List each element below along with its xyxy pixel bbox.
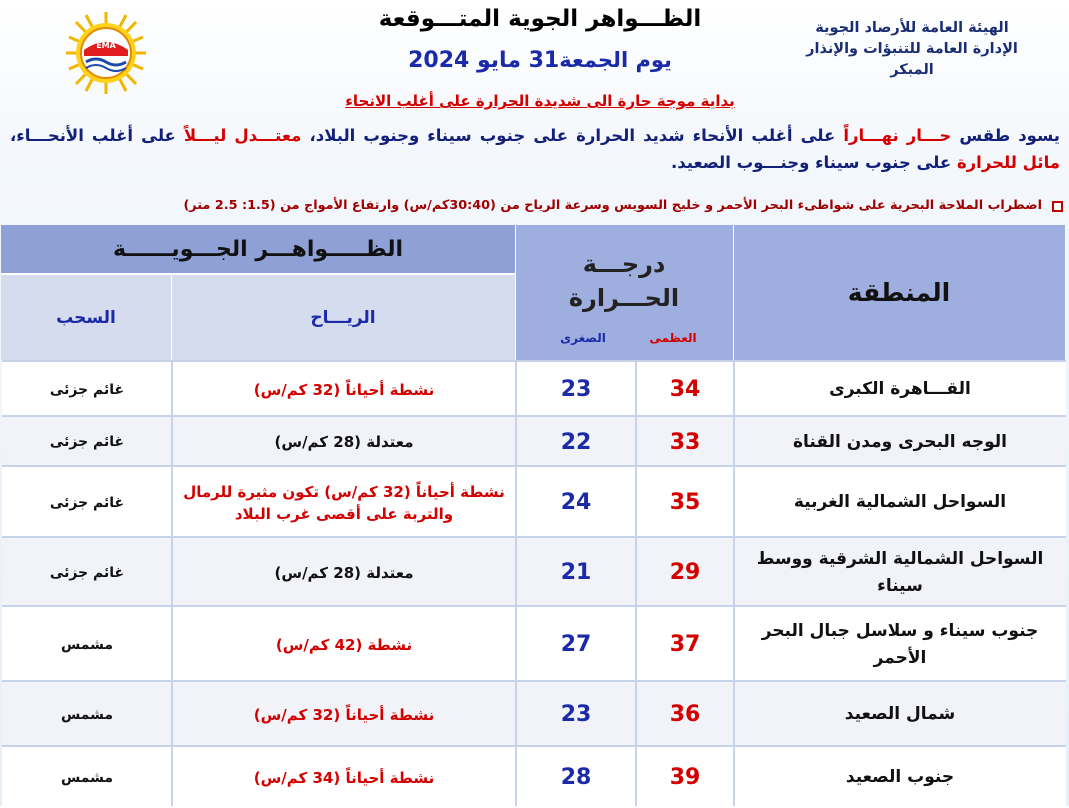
sea-warning: اضطراب الملاحة البحرية على شواطىء البحر الأحمر و خليج السويس وسرعة الرياح من (30:40كم/س) وارتفاع الأمواج من (1.5: 2.5 متر) bbox=[183, 198, 1042, 213]
org-line-1: الهيئة العامة للأرصاد الجوية bbox=[815, 20, 1009, 36]
date-day: يوم الجمعة bbox=[559, 48, 672, 72]
column-header-phenomena: الظـــــواهـــر الجـــويــــــة bbox=[1, 225, 516, 273]
summary-text: يسود طقس bbox=[951, 126, 1061, 145]
org-line-2: الإدارة العامة للتنبؤات والإنذار المبكر bbox=[806, 41, 1018, 78]
table-row bbox=[2, 360, 1066, 417]
summary-text: على أغلب الأنحاء شديد الحرارة على جنوب سيناء وجنوب البلاد، bbox=[301, 126, 844, 145]
min-temp-cell: 27 bbox=[560, 632, 592, 657]
ema-logo-icon bbox=[52, 10, 160, 96]
region-cell: الوجه البحرى ومدن القناة bbox=[793, 431, 1007, 452]
min-temp-cell: 23 bbox=[560, 377, 592, 402]
heat-wave-notice: بداية موجة حارة الى شديدة الحرارة على أغلب الانحاء bbox=[345, 92, 735, 110]
summary-highlight: مائل للحرارة bbox=[956, 153, 1060, 172]
min-temp-cell: 28 bbox=[560, 765, 592, 790]
wind-cell: نشطة أحياناً (32 كم/س) bbox=[253, 705, 435, 724]
region-cell: جنوب سيناء و سلاسل جبال البحر الأحمر bbox=[761, 620, 1039, 668]
column-header-wind: الريـــاح bbox=[171, 275, 516, 360]
max-temp-cell: 34 bbox=[669, 377, 701, 402]
summary-highlight: معتـــدل ليـــلاً bbox=[183, 126, 302, 145]
temperature-label-line2: الحـــرارة bbox=[568, 284, 680, 312]
summary-highlight: حـــار نهـــاراً bbox=[843, 126, 952, 145]
wind-cell: نشطة أحياناً (34 كم/س) bbox=[253, 768, 435, 787]
wind-cell: معتدلة (28 كم/س) bbox=[274, 433, 414, 451]
weather-summary bbox=[10, 122, 1060, 176]
min-temp-cell: 23 bbox=[560, 702, 592, 727]
table-row bbox=[2, 536, 1066, 607]
wind-cell: نشطة أحياناً (32 كم/س) bbox=[253, 380, 435, 399]
table-row bbox=[2, 415, 1066, 467]
max-temp-cell: 37 bbox=[669, 632, 701, 657]
column-header-temperature bbox=[515, 225, 734, 360]
column-header-clouds: السحب bbox=[1, 275, 172, 360]
clouds-cell: غائم جزئى bbox=[49, 381, 125, 398]
min-temp-cell: 21 bbox=[560, 560, 592, 585]
clouds-cell: غائم جزئى bbox=[49, 434, 125, 450]
date-month-year: مايو 2024 bbox=[408, 48, 521, 73]
table-row bbox=[2, 745, 1066, 808]
max-temp-cell: 36 bbox=[669, 702, 701, 727]
region-cell: القـــاهرة الكبرى bbox=[829, 379, 971, 399]
max-temp-cell: 35 bbox=[669, 490, 701, 515]
max-temp-cell: 33 bbox=[669, 429, 701, 455]
min-temp-cell: 24 bbox=[560, 490, 592, 515]
temperature-label bbox=[515, 247, 733, 315]
forecast-date bbox=[330, 48, 750, 73]
summary-text: على أغلب الأنحـــاء، bbox=[10, 126, 184, 145]
column-header-max: العظمى bbox=[649, 331, 697, 345]
table-row bbox=[2, 465, 1066, 538]
column-divider bbox=[171, 360, 173, 806]
column-divider bbox=[733, 360, 735, 806]
wind-cell: معتدلة (28 كم/س) bbox=[274, 563, 414, 582]
max-temp-cell: 29 bbox=[669, 560, 701, 585]
region-cell: السواحل الشمالية الشرقية ووسط سيناء bbox=[756, 548, 1044, 596]
column-header-min: الصغرى bbox=[560, 331, 606, 345]
temperature-label-line1: درجـــة bbox=[582, 250, 666, 278]
clouds-cell: مشمس bbox=[60, 636, 114, 653]
forecast-table bbox=[2, 225, 1066, 806]
date-day-number: 31 bbox=[528, 48, 560, 73]
page-title: الظـــواهر الجوية المتـــوقعة bbox=[378, 6, 702, 32]
column-header-region: المنطقة bbox=[733, 225, 1066, 360]
column-divider bbox=[635, 360, 637, 806]
clouds-cell: مشمس bbox=[60, 769, 114, 786]
region-cell: السواحل الشمالية الغربية bbox=[793, 492, 1007, 512]
clouds-cell: غائم جزئى bbox=[49, 564, 125, 581]
region-cell: شمال الصعيد bbox=[844, 704, 956, 724]
wind-cell: نشطة (42 كم/س) bbox=[275, 635, 413, 654]
svg-text:EMA: EMA bbox=[96, 41, 116, 50]
column-divider bbox=[515, 360, 517, 806]
max-temp-cell: 39 bbox=[669, 765, 701, 790]
checkbox-bullet-icon bbox=[1052, 201, 1063, 212]
organization-name bbox=[787, 18, 1037, 81]
table-row bbox=[2, 680, 1066, 747]
region-cell: جنوب الصعيد bbox=[845, 767, 955, 787]
clouds-cell: غائم جزئى bbox=[49, 494, 125, 511]
clouds-cell: مشمس bbox=[60, 706, 114, 723]
min-temp-cell: 22 bbox=[560, 429, 592, 455]
summary-text: على جنوب سيناء وجنـــوب الصعيد. bbox=[670, 153, 957, 172]
wind-cell: نشطة أحياناً (32 كم/س) تكون مثيرة للرمال والتربة على أقصى غرب البلاد bbox=[183, 482, 505, 523]
table-row bbox=[2, 605, 1066, 682]
